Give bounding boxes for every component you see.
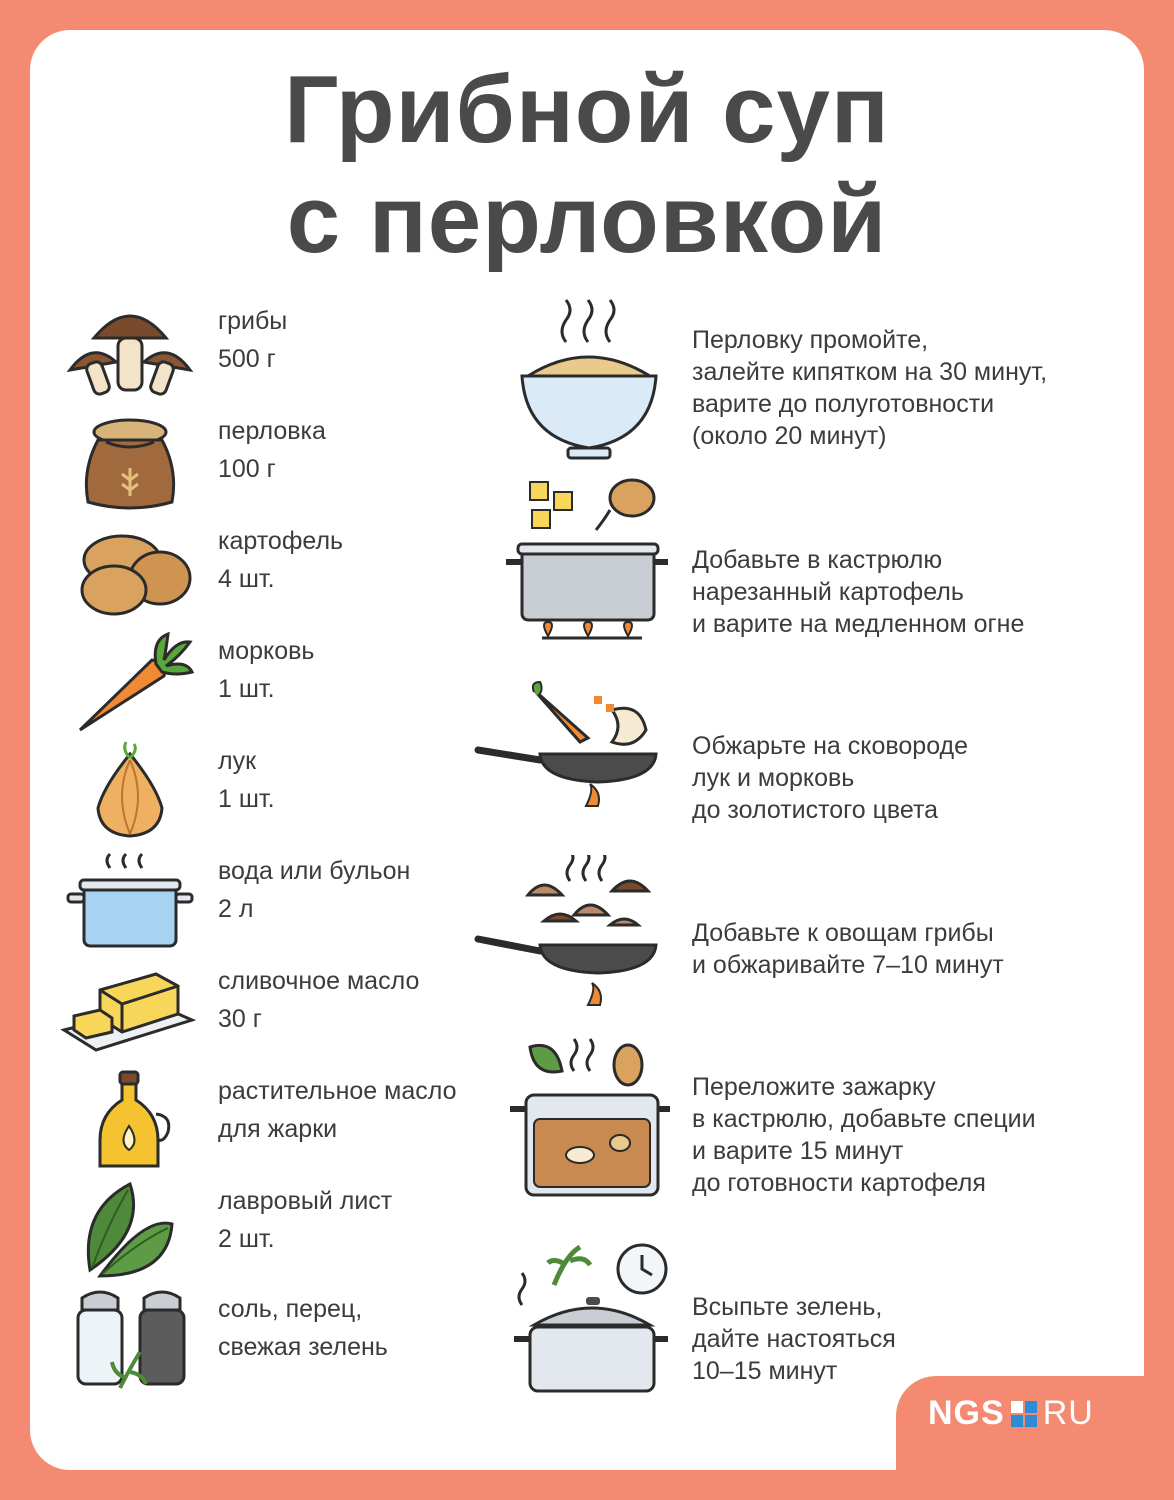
title-line-2: с перловкой (286, 166, 888, 273)
step-text-line: 10–15 минут (692, 1357, 838, 1385)
ingredient-barley (60, 410, 500, 520)
grain-bowl-icon (470, 298, 670, 478)
ingredient-name: вода или бульон (218, 857, 411, 885)
ingredient-amount: 4 шт. (218, 565, 275, 593)
logo-square-icon (1011, 1401, 1037, 1427)
step-text-line: до готовности картофеля (692, 1169, 986, 1197)
salt-pepper-icon (60, 1288, 200, 1398)
step-text-line: лук и морковь (692, 764, 855, 792)
bay-leaf-icon (60, 1180, 200, 1290)
ingredient-name: картофель (218, 527, 344, 555)
ingredient-onion (60, 740, 500, 850)
pot-on-stove-icon (470, 470, 670, 650)
logo-suffix: RU (1042, 1394, 1094, 1432)
mushrooms-icon (60, 300, 200, 410)
frying-pan-mushrooms-icon (470, 855, 670, 1035)
frying-pan-vegetables-icon (470, 680, 670, 860)
step-text-line: и варите на медленном огне (692, 610, 1025, 638)
ingredient-water (60, 850, 500, 960)
oil-bottle-icon (60, 1070, 200, 1180)
ingredient-name: растительное масло (218, 1077, 457, 1105)
ingredient-salt-pepper (60, 1288, 500, 1398)
step-text-line: залейте кипятком на 30 минут, (692, 358, 1048, 386)
ingredient-name: перловка (218, 417, 326, 445)
ingredient-name: грибы (218, 307, 288, 335)
ingredient-carrot (60, 630, 500, 740)
logo-brand: NGS (928, 1394, 1005, 1432)
ingredient-amount: 2 л (218, 895, 254, 923)
ingredient-amount: для жарки (218, 1115, 338, 1143)
ingredient-amount: 1 шт. (218, 675, 275, 703)
ingredient-bay-leaf (60, 1180, 500, 1290)
title-line-1: Грибной суп (284, 56, 890, 163)
page-title (0, 55, 1174, 275)
step-text-line: и обжаривайте 7–10 минут (692, 951, 1004, 979)
step-text-line: до золотистого цвета (692, 796, 939, 824)
ingredient-mushrooms (60, 300, 500, 410)
ingredient-name: сливочное масло (218, 967, 420, 995)
ingredient-amount: 100 г (218, 455, 276, 483)
ngs-logo (896, 1376, 1174, 1500)
step-text-line: и варите 15 минут (692, 1137, 904, 1165)
covered-pot-clock-icon (470, 1235, 670, 1415)
step-text-line: дайте настояться (692, 1325, 896, 1353)
onion-icon (60, 740, 200, 850)
butter-icon (60, 960, 200, 1070)
ingredient-butter (60, 960, 500, 1070)
ingredient-vegetable-oil (60, 1070, 500, 1180)
ingredient-potato (60, 520, 500, 630)
step-text-line: Всыпьте зелень, (692, 1293, 883, 1321)
step-text-line: Перловку промойте, (692, 326, 929, 354)
potatoes-icon (60, 520, 200, 630)
step-text-line: Переложите зажарку (692, 1073, 936, 1101)
ingredient-name: лук (218, 747, 257, 775)
ingredient-name: лавровый лист (218, 1187, 393, 1215)
step-text-line: (около 20 минут) (692, 422, 887, 450)
ingredient-amount: 500 г (218, 345, 276, 373)
step-text-line: Обжарьте на сковороде (692, 732, 969, 760)
ingredient-amount: свежая зелень (218, 1333, 388, 1361)
grain-sack-icon (60, 410, 200, 520)
water-pot-icon (60, 850, 200, 960)
soup-pot-icon (470, 1035, 670, 1215)
step-text-line: Добавьте в кастрюлю (692, 546, 943, 574)
step-text-line: Добавьте к овощам грибы (692, 919, 994, 947)
ingredient-name: соль, перец, (218, 1295, 363, 1323)
step-text-line: варите до полуготовности (692, 390, 995, 418)
ingredient-amount: 30 г (218, 1005, 262, 1033)
ingredient-amount: 2 шт. (218, 1225, 275, 1253)
carrot-icon (60, 630, 200, 740)
step-text-line: в кастрюлю, добавьте специи (692, 1105, 1036, 1133)
ingredient-name: морковь (218, 637, 315, 665)
ingredient-amount: 1 шт. (218, 785, 275, 813)
step-text-line: нарезанный картофель (692, 578, 964, 606)
